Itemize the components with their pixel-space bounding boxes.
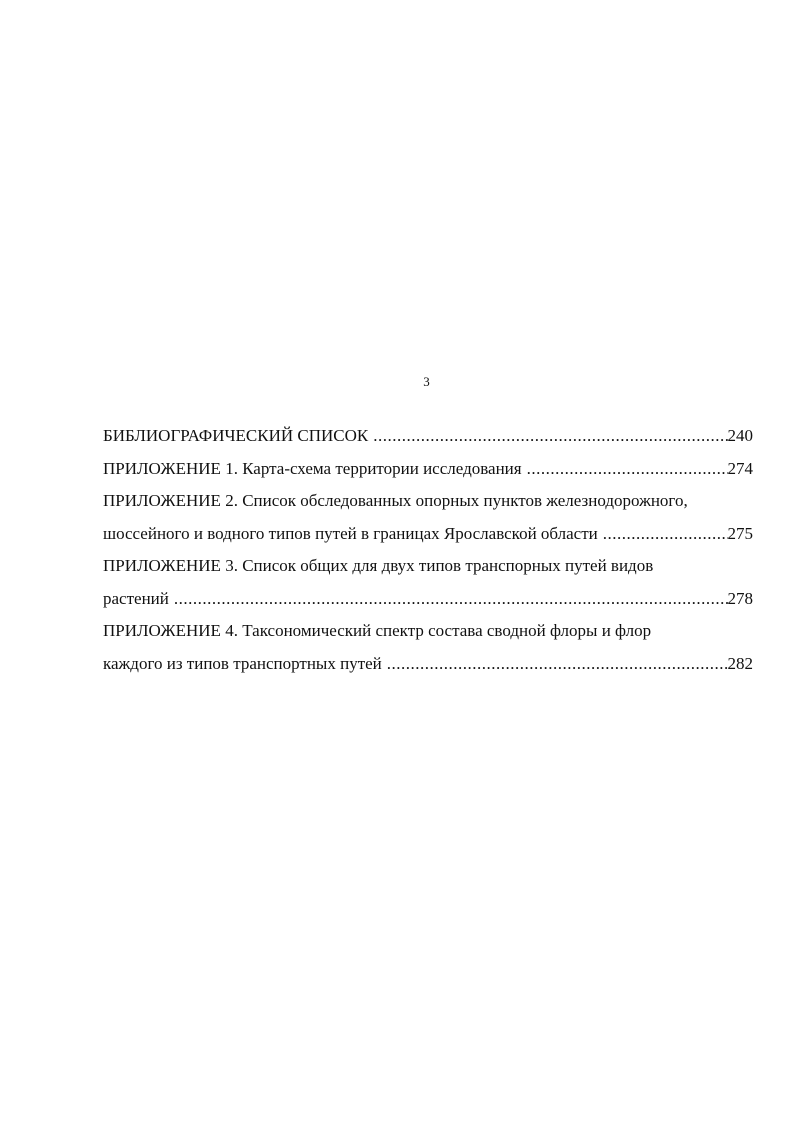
table-of-contents bbox=[103, 420, 753, 680]
toc-line bbox=[103, 615, 753, 648]
dot-leader bbox=[603, 518, 728, 551]
toc-line bbox=[103, 550, 753, 583]
toc-entry-title-continued: каждого из типов транспортных путей bbox=[103, 653, 382, 673]
toc-line bbox=[103, 485, 753, 518]
page-number: 3 bbox=[423, 374, 430, 389]
toc-entry-appendix-2 bbox=[103, 485, 753, 550]
toc-entry-title: ПРИЛОЖЕНИЕ 3. Список общих для двух типов транспорных путей видов bbox=[103, 556, 654, 575]
toc-line bbox=[103, 648, 753, 681]
toc-entry-appendix-1 bbox=[103, 453, 753, 486]
toc-entry-title-continued: шоссейного и водного типов путей в границах Ярославской области bbox=[103, 523, 598, 543]
dot-leader bbox=[373, 420, 727, 453]
dot-leader bbox=[387, 648, 728, 681]
toc-entry-page: 275 bbox=[727, 523, 753, 543]
toc-entry-title: ПРИЛОЖЕНИЕ 1. Карта-схема территории исследования bbox=[103, 458, 522, 478]
toc-entry-title: ПРИЛОЖЕНИЕ 2. Список обследованных опорных пунктов железнодорожного, bbox=[103, 491, 688, 510]
toc-line bbox=[103, 518, 753, 551]
toc-entry-page: 278 bbox=[727, 588, 753, 608]
toc-entry-title: БИБЛИОГРАФИЧЕСКИЙ СПИСОК bbox=[103, 426, 369, 445]
toc-entry-title: ПРИЛОЖЕНИЕ 4. Таксономический спектр состава сводной флоры и флор bbox=[103, 621, 652, 640]
toc-entry-title-continued: растений bbox=[103, 588, 169, 608]
toc-line bbox=[103, 420, 753, 453]
dot-leader bbox=[527, 453, 728, 486]
dot-leader bbox=[174, 583, 728, 616]
toc-line bbox=[103, 583, 753, 616]
toc-entry-page: 274 bbox=[727, 458, 753, 478]
toc-entry-appendix-4 bbox=[103, 615, 753, 680]
toc-entry-bibliography bbox=[103, 420, 753, 453]
toc-entry-page: 240 bbox=[727, 426, 753, 445]
toc-entry-page: 282 bbox=[727, 653, 753, 673]
toc-entry-appendix-3 bbox=[103, 550, 753, 615]
toc-line bbox=[103, 453, 753, 486]
